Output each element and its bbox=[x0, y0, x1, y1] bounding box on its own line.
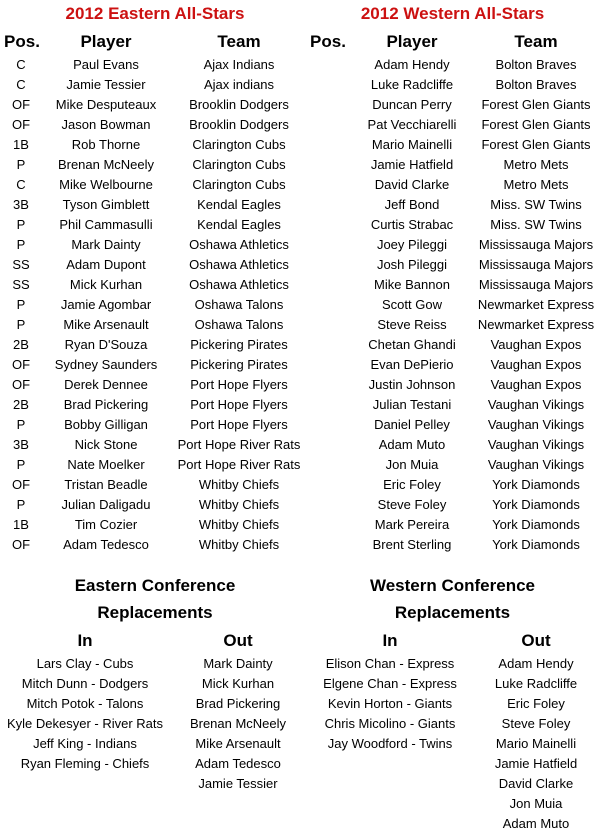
east-pos-cell: OF bbox=[11, 97, 31, 112]
east-team-cell: Clarington Cubs bbox=[192, 157, 286, 172]
east-player-cell: Rob Thorne bbox=[71, 137, 141, 152]
list-item: Mitch Dunn - Dodgers bbox=[21, 676, 149, 691]
east-player-cell: Tim Cozier bbox=[74, 517, 138, 532]
table-row bbox=[0, 155, 600, 175]
list-item: Eric Foley bbox=[507, 696, 565, 711]
east-team-cell: Oshawa Athletics bbox=[189, 237, 289, 252]
west-player-cell: Steve Reiss bbox=[377, 317, 447, 332]
west-player-cell: Josh Pileggi bbox=[376, 257, 448, 272]
west-team-cell: Vaughan Vikings bbox=[487, 397, 585, 412]
east-pos-cell: P bbox=[16, 457, 26, 472]
east-team-cell: Port Hope River Rats bbox=[177, 437, 301, 452]
table-row bbox=[0, 135, 600, 155]
west-player-cell: Julian Testani bbox=[372, 397, 452, 412]
west-team-cell: York Diamonds bbox=[492, 517, 580, 532]
west-team-cell: York Diamonds bbox=[492, 537, 580, 552]
table-row bbox=[0, 295, 600, 315]
east-team-cell: Kendal Eagles bbox=[197, 197, 281, 212]
east-replacements-title-line2: Replacements bbox=[97, 603, 213, 622]
west-player-cell: Adam Muto bbox=[378, 437, 446, 452]
west-replacements-title-line1: Western Conference bbox=[369, 576, 535, 595]
west-team-cell: York Diamonds bbox=[492, 497, 580, 512]
east-pos-cell: P bbox=[16, 217, 26, 232]
west-player-cell: Joey Pileggi bbox=[376, 237, 448, 252]
east-team-cell: Brooklin Dodgers bbox=[189, 117, 289, 132]
east-team-cell: Ajax indians bbox=[203, 77, 275, 92]
east-player-cell: Tyson Gimblett bbox=[62, 197, 150, 212]
west-team-cell: Vaughan Expos bbox=[490, 377, 582, 392]
west-team-cell: Forest Glen Giants bbox=[481, 117, 591, 132]
west-player-cell: Jon Muia bbox=[385, 457, 439, 472]
east-player-cell: Nate Moelker bbox=[67, 457, 145, 472]
east-player-cell: Julian Daligadu bbox=[61, 497, 151, 512]
all-stars-roster bbox=[0, 55, 600, 555]
west-player-cell: Brent Sterling bbox=[372, 537, 452, 552]
east-pos-cell: 3B bbox=[13, 197, 29, 212]
east-player-cell: Mike Desputeaux bbox=[55, 97, 157, 112]
east-out-header: Out bbox=[223, 631, 253, 650]
east-player-cell: Jason Bowman bbox=[61, 117, 151, 132]
west-replacements-title-line2: Replacements bbox=[394, 603, 511, 622]
east-team-cell: Oshawa Talons bbox=[194, 317, 284, 332]
list-item: Steve Foley bbox=[501, 716, 571, 731]
west-player-cell: Mike Bannon bbox=[374, 277, 450, 292]
west-team-cell: Newmarket Express bbox=[477, 317, 595, 332]
west-player-header: Player bbox=[386, 32, 438, 51]
list-item: Luke Radcliffe bbox=[494, 676, 578, 691]
table-row bbox=[0, 235, 600, 255]
table-row bbox=[0, 375, 600, 395]
list-item: Ryan Fleming - Chiefs bbox=[20, 756, 150, 771]
east-pos-cell: 1B bbox=[13, 517, 29, 532]
east-pos-cell: P bbox=[16, 297, 26, 312]
east-pos-cell: P bbox=[16, 237, 26, 252]
list-item: Adam Muto bbox=[502, 816, 570, 831]
west-team-cell: Miss. SW Twins bbox=[490, 197, 582, 212]
east-out-list bbox=[170, 654, 306, 794]
east-player-cell: Adam Dupont bbox=[66, 257, 146, 272]
west-out-list bbox=[475, 654, 597, 834]
list-item: Adam Tedesco bbox=[195, 756, 281, 771]
west-player-cell: Scott Gow bbox=[382, 297, 442, 312]
list-item: Jon Muia bbox=[509, 796, 563, 811]
table-row bbox=[0, 255, 600, 275]
west-player-cell: Adam Hendy bbox=[374, 57, 450, 72]
east-team-cell: Port Hope Flyers bbox=[190, 397, 288, 412]
west-player-cell: David Clarke bbox=[374, 177, 450, 192]
west-team-header: Team bbox=[514, 32, 558, 51]
east-player-cell: Jamie Agombar bbox=[60, 297, 152, 312]
west-team-cell: Vaughan Expos bbox=[490, 337, 582, 352]
table-row bbox=[0, 215, 600, 235]
east-team-cell: Pickering Pirates bbox=[190, 337, 288, 352]
list-item: Kevin Horton - Giants bbox=[327, 696, 453, 711]
east-team-cell: Whitby Chiefs bbox=[198, 537, 280, 552]
table-row bbox=[0, 415, 600, 435]
west-pos-header: Pos. bbox=[310, 32, 346, 51]
east-team-cell: Whitby Chiefs bbox=[198, 477, 280, 492]
table-row bbox=[0, 315, 600, 335]
east-team-cell: Port Hope Flyers bbox=[190, 417, 288, 432]
west-team-cell: York Diamonds bbox=[492, 477, 580, 492]
table-row bbox=[0, 355, 600, 375]
table-row bbox=[0, 115, 600, 135]
west-player-cell: Jamie Hatfield bbox=[370, 157, 454, 172]
east-pos-cell: C bbox=[16, 177, 26, 192]
east-team-cell: Ajax Indians bbox=[203, 57, 275, 72]
west-team-cell: Bolton Braves bbox=[495, 57, 577, 72]
east-team-cell: Oshawa Athletics bbox=[189, 277, 289, 292]
east-team-cell: Whitby Chiefs bbox=[198, 497, 280, 512]
west-team-cell: Mississauga Majors bbox=[478, 237, 594, 252]
east-player-cell: Brenan McNeely bbox=[57, 157, 155, 172]
east-team-cell: Oshawa Talons bbox=[194, 297, 284, 312]
west-team-cell: Vaughan Vikings bbox=[487, 417, 585, 432]
west-player-cell: Jeff Bond bbox=[384, 197, 440, 212]
east-player-cell: Phil Cammasulli bbox=[59, 217, 153, 232]
table-row bbox=[0, 95, 600, 115]
east-team-cell: Pickering Pirates bbox=[190, 357, 288, 372]
east-player-cell: Tristan Beadle bbox=[64, 477, 148, 492]
west-out-header: Out bbox=[521, 631, 551, 650]
west-team-cell: Forest Glen Giants bbox=[481, 97, 591, 112]
west-team-cell: Vaughan Vikings bbox=[487, 457, 585, 472]
west-in-list bbox=[305, 654, 475, 754]
west-player-cell: Steve Foley bbox=[377, 497, 447, 512]
east-team-cell: Whitby Chiefs bbox=[198, 517, 280, 532]
west-team-cell: Bolton Braves bbox=[495, 77, 577, 92]
table-row bbox=[0, 535, 600, 555]
list-item: Mitch Potok - Talons bbox=[26, 696, 144, 711]
east-team-cell: Kendal Eagles bbox=[197, 217, 281, 232]
west-player-cell: Mark Pereira bbox=[374, 517, 450, 532]
east-team-cell: Port Hope Flyers bbox=[190, 377, 288, 392]
east-team-cell: Clarington Cubs bbox=[192, 177, 286, 192]
east-player-header: Player bbox=[80, 32, 132, 51]
east-player-cell: Ryan D'Souza bbox=[64, 337, 148, 352]
west-player-cell: Mario Mainelli bbox=[371, 137, 453, 152]
east-team-cell: Port Hope River Rats bbox=[177, 457, 301, 472]
east-pos-cell: P bbox=[16, 417, 26, 432]
east-pos-cell: C bbox=[16, 57, 26, 72]
east-team-cell: Brooklin Dodgers bbox=[189, 97, 289, 112]
east-team-cell: Oshawa Athletics bbox=[189, 257, 289, 272]
west-player-cell: Pat Vecchiarelli bbox=[367, 117, 457, 132]
east-player-cell: Paul Evans bbox=[73, 57, 139, 72]
west-team-cell: Forest Glen Giants bbox=[481, 137, 591, 152]
table-row bbox=[0, 335, 600, 355]
east-pos-cell: SS bbox=[12, 257, 30, 272]
west-player-cell: Luke Radcliffe bbox=[370, 77, 454, 92]
east-pos-cell: OF bbox=[11, 117, 31, 132]
east-pos-cell: OF bbox=[11, 357, 31, 372]
east-player-cell: Derek Dennee bbox=[64, 377, 148, 392]
east-pos-cell: 3B bbox=[13, 437, 29, 452]
east-player-cell: Mike Arsenault bbox=[63, 317, 149, 332]
list-item: Brad Pickering bbox=[195, 696, 281, 711]
east-player-cell: Adam Tedesco bbox=[63, 537, 149, 552]
west-team-cell: Miss. SW Twins bbox=[490, 217, 582, 232]
east-player-cell: Jamie Tessier bbox=[66, 77, 146, 92]
table-row bbox=[0, 515, 600, 535]
list-item: Brenan McNeely bbox=[189, 716, 287, 731]
west-player-cell: Curtis Strabac bbox=[370, 217, 454, 232]
east-pos-cell: P bbox=[16, 157, 26, 172]
west-player-cell: Chetan Ghandi bbox=[368, 337, 456, 352]
west-team-cell: Mississauga Majors bbox=[478, 277, 594, 292]
east-pos-cell: OF bbox=[11, 537, 31, 552]
west-team-cell: Mississauga Majors bbox=[478, 257, 594, 272]
east-pos-cell: OF bbox=[11, 377, 31, 392]
west-in-header: In bbox=[382, 631, 398, 650]
list-item: Adam Hendy bbox=[498, 656, 574, 671]
east-player-cell: Mick Kurhan bbox=[69, 277, 143, 292]
east-player-cell: Nick Stone bbox=[74, 437, 138, 452]
east-pos-cell: C bbox=[16, 77, 26, 92]
east-pos-cell: SS bbox=[12, 277, 30, 292]
list-item: Mike Arsenault bbox=[195, 736, 281, 751]
list-item: Chris Micolino - Giants bbox=[324, 716, 456, 731]
table-row bbox=[0, 75, 600, 95]
list-item: Kyle Dekesyer - River Rats bbox=[6, 716, 164, 731]
east-in-header: In bbox=[77, 631, 93, 650]
east-team-cell: Clarington Cubs bbox=[192, 137, 286, 152]
list-item: Elgene Chan - Express bbox=[323, 676, 457, 691]
west-player-cell: Daniel Pelley bbox=[374, 417, 450, 432]
list-item: Mick Kurhan bbox=[201, 676, 275, 691]
east-team-header: Team bbox=[217, 32, 261, 51]
west-team-cell: Vaughan Expos bbox=[490, 357, 582, 372]
west-team-cell: Metro Mets bbox=[503, 157, 569, 172]
western-all-stars-title: 2012 Western All-Stars bbox=[360, 4, 545, 23]
east-player-cell: Mark Dainty bbox=[71, 237, 141, 252]
table-row bbox=[0, 395, 600, 415]
list-item: David Clarke bbox=[498, 776, 574, 791]
list-item: Jamie Tessier bbox=[198, 776, 278, 791]
list-item: Mark Dainty bbox=[203, 656, 273, 671]
table-row bbox=[0, 495, 600, 515]
list-item: Jeff King - Indians bbox=[33, 736, 137, 751]
east-pos-cell: 2B bbox=[13, 397, 29, 412]
west-team-cell: Newmarket Express bbox=[477, 297, 595, 312]
east-pos-cell: 2B bbox=[13, 337, 29, 352]
list-item: Jay Woodford - Twins bbox=[327, 736, 453, 751]
east-pos-cell: 1B bbox=[13, 137, 29, 152]
table-row bbox=[0, 195, 600, 215]
table-row bbox=[0, 475, 600, 495]
east-pos-cell: OF bbox=[11, 477, 31, 492]
list-item: Lars Clay - Cubs bbox=[36, 656, 134, 671]
west-player-cell: Evan DePierio bbox=[370, 357, 454, 372]
list-item: Mario Mainelli bbox=[495, 736, 577, 751]
west-team-cell: Vaughan Vikings bbox=[487, 437, 585, 452]
west-player-cell: Justin Johnson bbox=[368, 377, 456, 392]
west-team-cell: Metro Mets bbox=[503, 177, 569, 192]
west-player-cell: Duncan Perry bbox=[372, 97, 452, 112]
east-replacements-title-line1: Eastern Conference bbox=[74, 576, 236, 595]
table-row bbox=[0, 55, 600, 75]
eastern-all-stars-title: 2012 Eastern All-Stars bbox=[65, 4, 245, 23]
east-player-cell: Bobby Gilligan bbox=[64, 417, 148, 432]
east-pos-header: Pos. bbox=[4, 32, 40, 51]
east-player-cell: Brad Pickering bbox=[63, 397, 149, 412]
east-in-list bbox=[0, 654, 170, 774]
east-player-cell: Sydney Saunders bbox=[54, 357, 158, 372]
table-row bbox=[0, 455, 600, 475]
table-row bbox=[0, 175, 600, 195]
east-pos-cell: P bbox=[16, 317, 26, 332]
table-row bbox=[0, 275, 600, 295]
east-player-cell: Mike Welbourne bbox=[59, 177, 153, 192]
west-player-cell: Eric Foley bbox=[383, 477, 441, 492]
east-pos-cell: P bbox=[16, 497, 26, 512]
list-item: Jamie Hatfield bbox=[494, 756, 578, 771]
table-row bbox=[0, 435, 600, 455]
list-item: Elison Chan - Express bbox=[325, 656, 455, 671]
